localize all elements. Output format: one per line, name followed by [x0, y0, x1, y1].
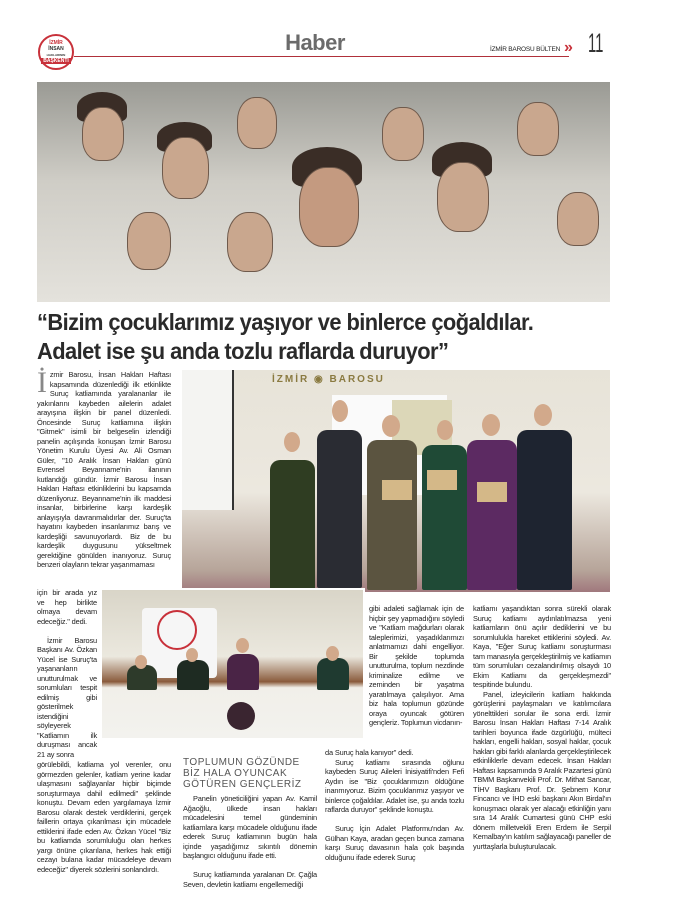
drop-cap: İ: [37, 366, 47, 399]
article-column-3: [325, 748, 464, 862]
paragraph: görülebildi, katliama yol verenler, onu görmezden gelenler, katliam yerine kadar ulaşmasını sağlayanlar hiçbir biçimde soruşturmaya dahil edilmedi" şeklinde konuştu. Devam eden yargılamaya İzmir Barosu olarak destek verdiklerini, gerçek faillerin ortaya çıkarılması için mücadele ettiklerini ifade eden Av. Özkan Yücel "Biz bu katliamda sorumluluğu olan herkes yargı önüne çıkarılana, herkes hak ettiği cezayı bulana kadar mücadeleye devam edeceğiz" diyerek sözlerini sonlandırdı.: [37, 760, 171, 874]
chevron-right-icon: »: [564, 39, 568, 56]
article-column-1-narrow: [37, 588, 97, 759]
article-column-3-top: [369, 604, 464, 728]
section-title: Haber: [285, 30, 345, 55]
paragraph: katliamı yaşandıktan sonra sürekli olarak Suruç katliamı aydınlatılmazsa yeni katliamların önü açılır dediklerini ve bu sorumlulukla hareket ettiklerini söyledi. Av. Kaya, "Eğer Suruç katliamı soruşturması tam manasıyla gerçekleştirilmiş ve katliamın tüm sorumluları cezalandırılmış olsaydı 10 Ekim Katliamı da gerçekleşmezdi" tespitinde bulundu.: [473, 604, 611, 689]
article-column-4: [473, 604, 611, 851]
header-rule: [74, 56, 569, 57]
logo-line: HAKLARININ: [46, 53, 66, 57]
logo-line: İNSAN: [48, 46, 64, 52]
subheading: TOPLUMUN GÖZÜNDE BİZ HALA OYUNCAK GÖTÜREN GENÇLERİZ: [183, 757, 302, 790]
paragraph: Suruç İçin Adalet Platformu'ndan Av. Gülhan Kaya, aradan geçen bunca zamana karşı Suruç davasının hala çok başında olduğunu ifade ederek Suruç: [325, 824, 464, 862]
headline-line: Adalet ise şu anda tozlu raflarda duruyor”: [37, 338, 449, 364]
article-headline: [37, 308, 576, 366]
hero-illustration-image: [37, 82, 610, 302]
headline-line: “Bizim çocuklarımız yaşıyor ve binlerce çoğaldılar.: [37, 309, 534, 335]
izmir-human-rights-logo: [38, 34, 74, 70]
panel-photo: [100, 588, 365, 740]
banner-sign: İZMİR ◉ BAROSU: [272, 374, 385, 385]
paragraph: Panelin yöneticiliğini yapan Av. Kamil Ağaoğlu, ülkede insan hakları mücadelesini temel gündeminin katliamlara karşı mücadele olduğunu ifade ederek Suruç katliamının bugün hala içinde yaşadığımız sıkıntılı dönemin başlangıcı olduğunu ifade etti.: [183, 794, 317, 860]
paragraph: Suruç katliamında yaralanan Dr. Çağla Seven, devletin katliamı engellemediği: [183, 870, 317, 889]
logo-line: BAŞKENTİ: [43, 58, 69, 64]
publication-name: İZMİR BAROSU BÜLTEN: [490, 46, 561, 53]
paragraph: İzmir Barosu Başkanı Av. Özkan Yücel ise Suruç'ta yaşananların unutturulmak ve sorumluları tespit edilmiş gibi gösterilmek istendiğini söyleyerek "Katliamın ilk duruşması ancak 21 ay sonra: [37, 635, 97, 759]
paragraph: gibi adaleti sağlamak için de hiçbir şey yapmadığını söyledi ve "Katliam mağdurları olarak taleplerimizi, yaşadıklarımızı anlatmamızı dahi engelliyor. Bir şekilde toplumda unutturulma, toplum nezdinde kriminalize edilme ve zeminden bir yaşatma yaratılmaya çalışılıyor. Ama biz hala toplumun gözünde oraya oyuncak götüren gençleriz. Toplumun vicdanın-: [369, 604, 464, 727]
paragraph: Panel, izleyicilerin katliam hakkında görüşlerini paylaşmaları ve katılımcılara yönelttikleri sorular ile sona erdi. İzmir Barosu İnsan Hakları Haftası 7-14 Aralık tarihleri boyunca ifade özgürlüğü, mülteci hakları, engelli hakları, sosyal haklar, çocuk hakları gibi farklı alanlarda gerçekleştirilecek etkinliklerle devam edecek. İnsan Hakları Haftası kapsamında 9 Aralık Pazartesi günü TBMM Başkanvekili Prof. Dr. Mithat Sancar, TİHV Başkanı Prof. Dr. Şebnem Korur Fincancı ve İHD eski başkanı Akın Birdal'ın konuşmacı olarak yer alacağı etkinliğin yanı sıra 14 Aralık Cumartesi günü CHP eski dönem milletvekili Eren Erdem ile Serpil Kemalbay'ın katılım sağlayacağı paneller de yurttaşlarla buluşturulacak.: [473, 689, 611, 851]
paragraph: zmir Barosu, İnsan Hakları Haftası kapsamında düzenlediği ilk etkinlikte Suruç katliamında yaralananlar ile yakınlarını kaybeden ailelerin adalet arayışına ilişkin bir panel düzenledi. Öncesinde Suruç katliamına ilişkin "Gitmek" isimli bir belgeselin izlendiği panelin açılışında konuşan İzmir Barosu Yönetim Kurulu Üyesi Av. Ali Osman Güler, "10 Aralık İnsan Hakları günü Evrensel Beyanname'nin ilanının kutlandığı gündür. İzmir Barosu İnsan Hakları Haftası etkinliklerini bu kapsamda düzenliyoruz. Beyanname'nin ilk maddesi insanlar, birbirlerine karşı kardeşlik anlayışıyla davranmalıdırlar der. Suruç'ta hayatını kaybeden insanlarımız barış ve kardeşliği savunuyorlardı. Biz de bu kardeşlik duygusunu yükseltmek gerektiğine gönülden inanıyoruz. Suruç benzeri olayların tekrar yaşanmaması: [37, 370, 171, 569]
article-column-1-bottom: [37, 760, 171, 874]
paragraph: Suruç katliamı sırasında oğlunu kaybeden Suruç Aileleri İnisiyatifi'nden Fefi Aydın ise "Biz çocuklarımızın öldüğüne inanmıyoruz. Bizim çocuklarımız yaşıyor ve binlerce çoğaldılar. Adalet ise, şu anda tozlu raflarda duruyor" şeklinde konuştu.: [325, 757, 464, 814]
page-number: 11: [588, 28, 604, 58]
article-column-2: [183, 757, 317, 889]
article-column-1: [37, 366, 171, 570]
group-photo: [182, 370, 610, 592]
paragraph: da Suruç hala kanıyor" dedi.: [325, 748, 414, 757]
paragraph: için bir arada yız ve hep birlikte olmaya devam edeceğiz." dedi.: [37, 588, 97, 626]
logo-line: İZMİR: [49, 40, 63, 46]
